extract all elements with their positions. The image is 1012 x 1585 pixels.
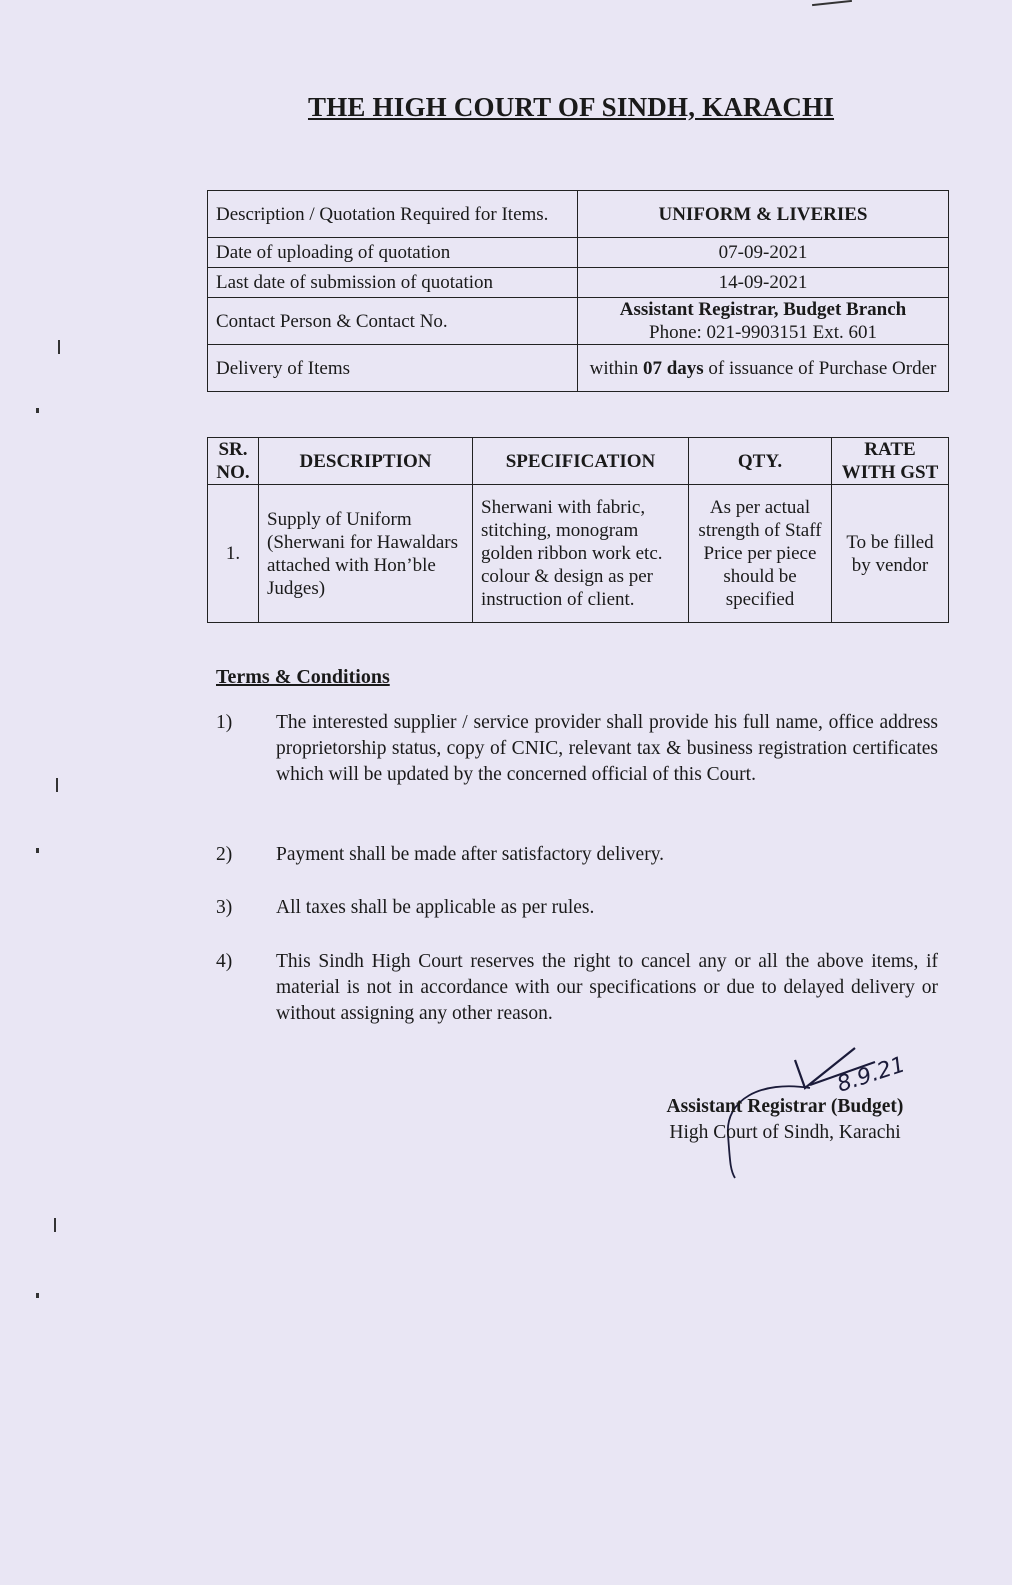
- info-row: [208, 191, 949, 238]
- scan-speck: [812, 0, 852, 6]
- delivery-prefix: within: [589, 357, 643, 379]
- info-value: 14-09-2021: [578, 268, 949, 298]
- info-value: 07-09-2021: [578, 238, 949, 268]
- cell-sr: 1.: [208, 485, 259, 623]
- scan-speck: [56, 778, 58, 792]
- cell-description: Supply of Uniform (Sherwani for Hawaldars attached with Hon’ble Judges): [259, 485, 473, 623]
- info-label: Last date of submission of quotation: [208, 268, 578, 298]
- term-text: This Sindh High Court reserves the right to cancel any or all the above items, if material is not in accordance with our specifications or due to delayed delivery or without assigning any other reason.: [276, 951, 938, 1024]
- term-text: Payment shall be made after satisfactory delivery.: [276, 844, 665, 865]
- quotation-info-table: [207, 190, 949, 392]
- term-item: [216, 842, 938, 868]
- info-value: [578, 298, 949, 345]
- terms-heading: Terms & Conditions: [216, 666, 390, 688]
- term-number: 1): [216, 712, 233, 733]
- info-label: Date of uploading of quotation: [208, 238, 578, 268]
- info-label: Delivery of Items: [208, 345, 578, 392]
- info-row: [208, 298, 949, 345]
- signatory-block: [640, 1094, 930, 1146]
- handwritten-date: 8.9.21: [834, 1052, 909, 1098]
- header-rate: RATE WITH GST: [832, 438, 949, 485]
- term-number: 3): [216, 897, 233, 918]
- term-text: All taxes shall be applicable as per rules.: [276, 897, 595, 918]
- scan-speck: [54, 1218, 56, 1232]
- info-row: [208, 238, 949, 268]
- term-number: 2): [216, 844, 233, 865]
- signatory-title: Assistant Registrar (Budget): [666, 1096, 904, 1117]
- info-value: [578, 345, 949, 392]
- term-text: The interested supplier / service provider shall provide his full name, office address proprietorship status, copy of CNIC, relevant tax & business registration certificates which will be updated by the concerned official of this Court.: [276, 712, 938, 785]
- delivery-suffix: of issuance of Purchase Order: [703, 357, 937, 379]
- info-row: [208, 345, 949, 392]
- document-title: THE HIGH COURT OF SINDH, KARACHI: [307, 92, 835, 122]
- items-table: [207, 437, 949, 623]
- header-qty: QTY.: [689, 438, 832, 485]
- info-label: Contact Person & Contact No.: [208, 298, 578, 345]
- header-specification: SPECIFICATION: [473, 438, 689, 485]
- term-item: [216, 949, 938, 1027]
- term-number: 4): [216, 951, 233, 972]
- contact-person: Assistant Registrar, Budget Branch: [619, 299, 907, 320]
- delivery-days: 07 days: [642, 357, 704, 379]
- table-row: [208, 485, 949, 623]
- header-description: DESCRIPTION: [259, 438, 473, 485]
- scan-speck: [58, 340, 60, 354]
- contact-phone: Phone: 021-9903151 Ext. 601: [649, 322, 877, 343]
- items-header-row: [208, 438, 949, 485]
- scan-speck: [36, 408, 39, 413]
- info-row: [208, 268, 949, 298]
- term-item: [216, 895, 938, 921]
- cell-specification: Sherwani with fabric, stitching, monogram golden ribbon work etc. colour & design as per instruction of client.: [473, 485, 689, 623]
- term-item: [216, 710, 938, 788]
- info-label: Description / Quotation Required for Items.: [208, 191, 578, 238]
- cell-rate: To be filled by vendor: [832, 485, 949, 623]
- signatory-org: High Court of Sindh, Karachi: [669, 1122, 901, 1143]
- info-value: UNIFORM & LIVERIES: [578, 191, 949, 238]
- scan-speck: [36, 848, 39, 853]
- header-sr-no: SR. NO.: [208, 438, 259, 485]
- scan-speck: [36, 1293, 39, 1298]
- cell-qty: As per actual strength of Staff Price per piece should be specified: [689, 485, 832, 623]
